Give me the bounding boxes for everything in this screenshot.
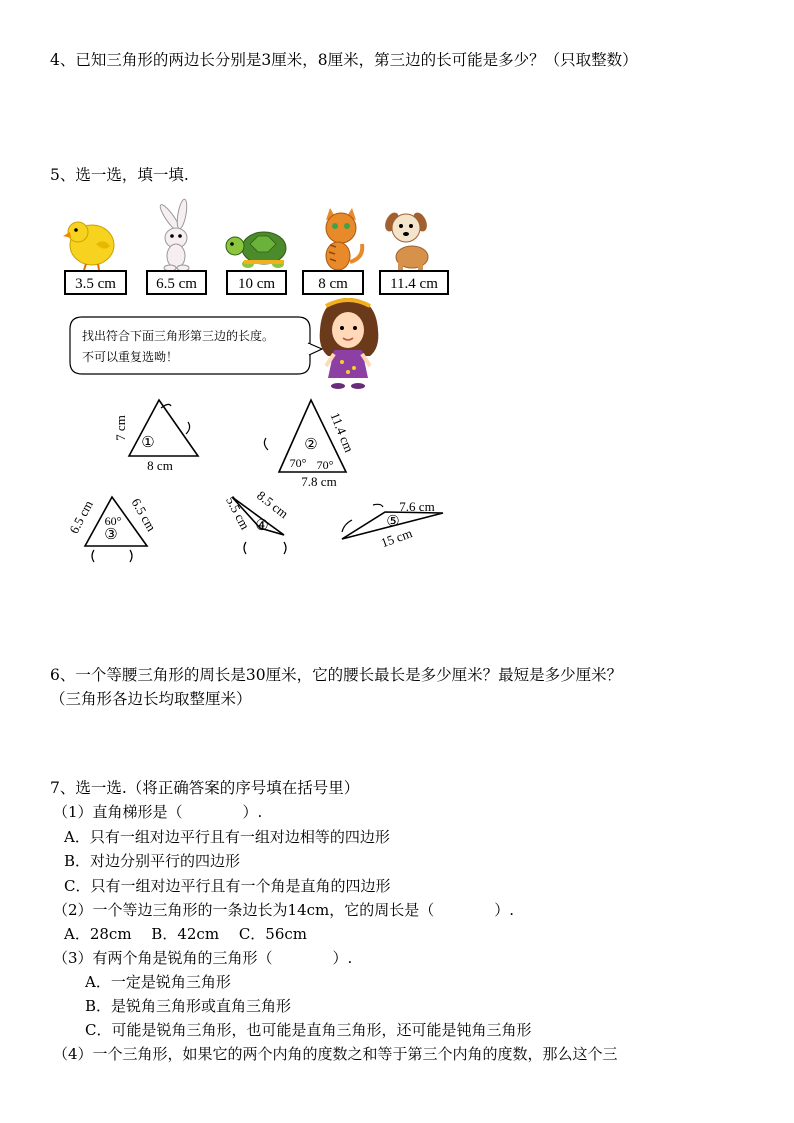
- triangle-2-side: 11.4 cm: [327, 410, 357, 455]
- question-5-title: 5、选一选，填一填.: [50, 166, 189, 184]
- q7-item-3-option-b: B．是锐角三角形或直角三角形: [85, 997, 292, 1015]
- speech-bubble: [70, 317, 310, 374]
- girl-icon: [320, 298, 379, 389]
- q7-item-1-option-a: A．只有一组对边平行且有一组对边相等的四边形: [64, 828, 390, 846]
- triangle-3-side-b: 6.5 cm: [128, 495, 160, 534]
- bubble-line-2: 不可以重复选呦！: [82, 350, 179, 364]
- dog-icon: [382, 210, 429, 270]
- triangle-5-side-a: 7.6 cm: [399, 499, 435, 514]
- triangle-3: [66, 496, 159, 562]
- q7-item-3-option-a: A．一定是锐角三角形: [85, 973, 231, 991]
- triangle-3-angle: 60°: [104, 514, 122, 528]
- cat-icon: [326, 208, 362, 270]
- q7-item-3-option-c: C．可能是锐角三角形，也可能是直角三角形，还可能是钝角三角形: [85, 1021, 532, 1039]
- label-cat: 8 cm: [318, 276, 348, 292]
- triangle-4: [223, 488, 291, 554]
- triangle-4-number: ④: [255, 518, 269, 534]
- q7-item-3: （3）有两个角是锐角的三角形（ ）.: [53, 949, 353, 967]
- turtle-icon: [226, 232, 286, 268]
- triangle-1-side-a: 7 cm: [113, 415, 128, 441]
- triangle-1-side-b: 8 cm: [147, 458, 173, 473]
- triangle-4-side-b: 8.5 cm: [254, 487, 292, 522]
- label-turtle: 10 cm: [237, 276, 276, 292]
- q7-item-4: （4）一个三角形，如果它的两个内角的度数之和等于第三个内角的度数，那么这个三: [53, 1045, 618, 1063]
- triangle-5-side-b: 15 cm: [378, 525, 415, 551]
- triangle-1-number: ①: [141, 435, 155, 451]
- label-rabbit: 6.5 cm: [156, 276, 197, 292]
- triangle-2-angle-right: 70°: [316, 458, 334, 472]
- q7-item-1-option-b: B．对边分别平行的四边形: [64, 852, 241, 870]
- label-chick: 3.5 cm: [75, 276, 116, 292]
- chick-icon: [63, 222, 114, 270]
- q7-item-2: （2）一个等边三角形的一条边长为14cm，它的周长是（ ）.: [53, 901, 515, 919]
- bubble-line-1: 找出符合下面三角形第三边的长度。: [82, 329, 275, 343]
- triangle-2-base: 7.8 cm: [301, 474, 337, 489]
- question-6-line-2: （三角形各边长均取整厘米）: [50, 690, 252, 708]
- triangle-5: [342, 499, 443, 550]
- question-4-text: 4、已知三角形的两边长分别是3厘米，8厘米，第三边的长可能是多少？（只取整数）: [50, 51, 638, 69]
- triangle-2-angle-left: 70°: [289, 456, 307, 470]
- label-dog: 11.4 cm: [390, 276, 438, 292]
- triangle-1: [113, 400, 198, 473]
- rabbit-icon: [158, 199, 189, 271]
- triangle-2: [264, 400, 356, 489]
- triangle-5-number: ⑤: [386, 514, 400, 530]
- triangle-2-number: ②: [304, 437, 318, 453]
- q7-item-1: （1）直角梯形是（ ）.: [53, 803, 263, 821]
- question-7-title: 7、选一选.（将正确答案的序号填在括号里）: [50, 779, 360, 797]
- triangle-4-side-a: 5.5 cm: [223, 493, 253, 533]
- q7-item-1-option-c: C．只有一组对边平行且有一个角是直角的四边形: [64, 877, 391, 895]
- q7-item-2-options: A．28cm B．42cm C．56cm: [64, 925, 308, 943]
- triangle-3-number: ③: [104, 527, 118, 543]
- question-6-line-1: 6、一个等腰三角形的周长是30厘米，它的腰长最长是多少厘米？最短是多少厘米？: [50, 666, 623, 684]
- triangle-3-side-a: 6.5 cm: [66, 497, 96, 537]
